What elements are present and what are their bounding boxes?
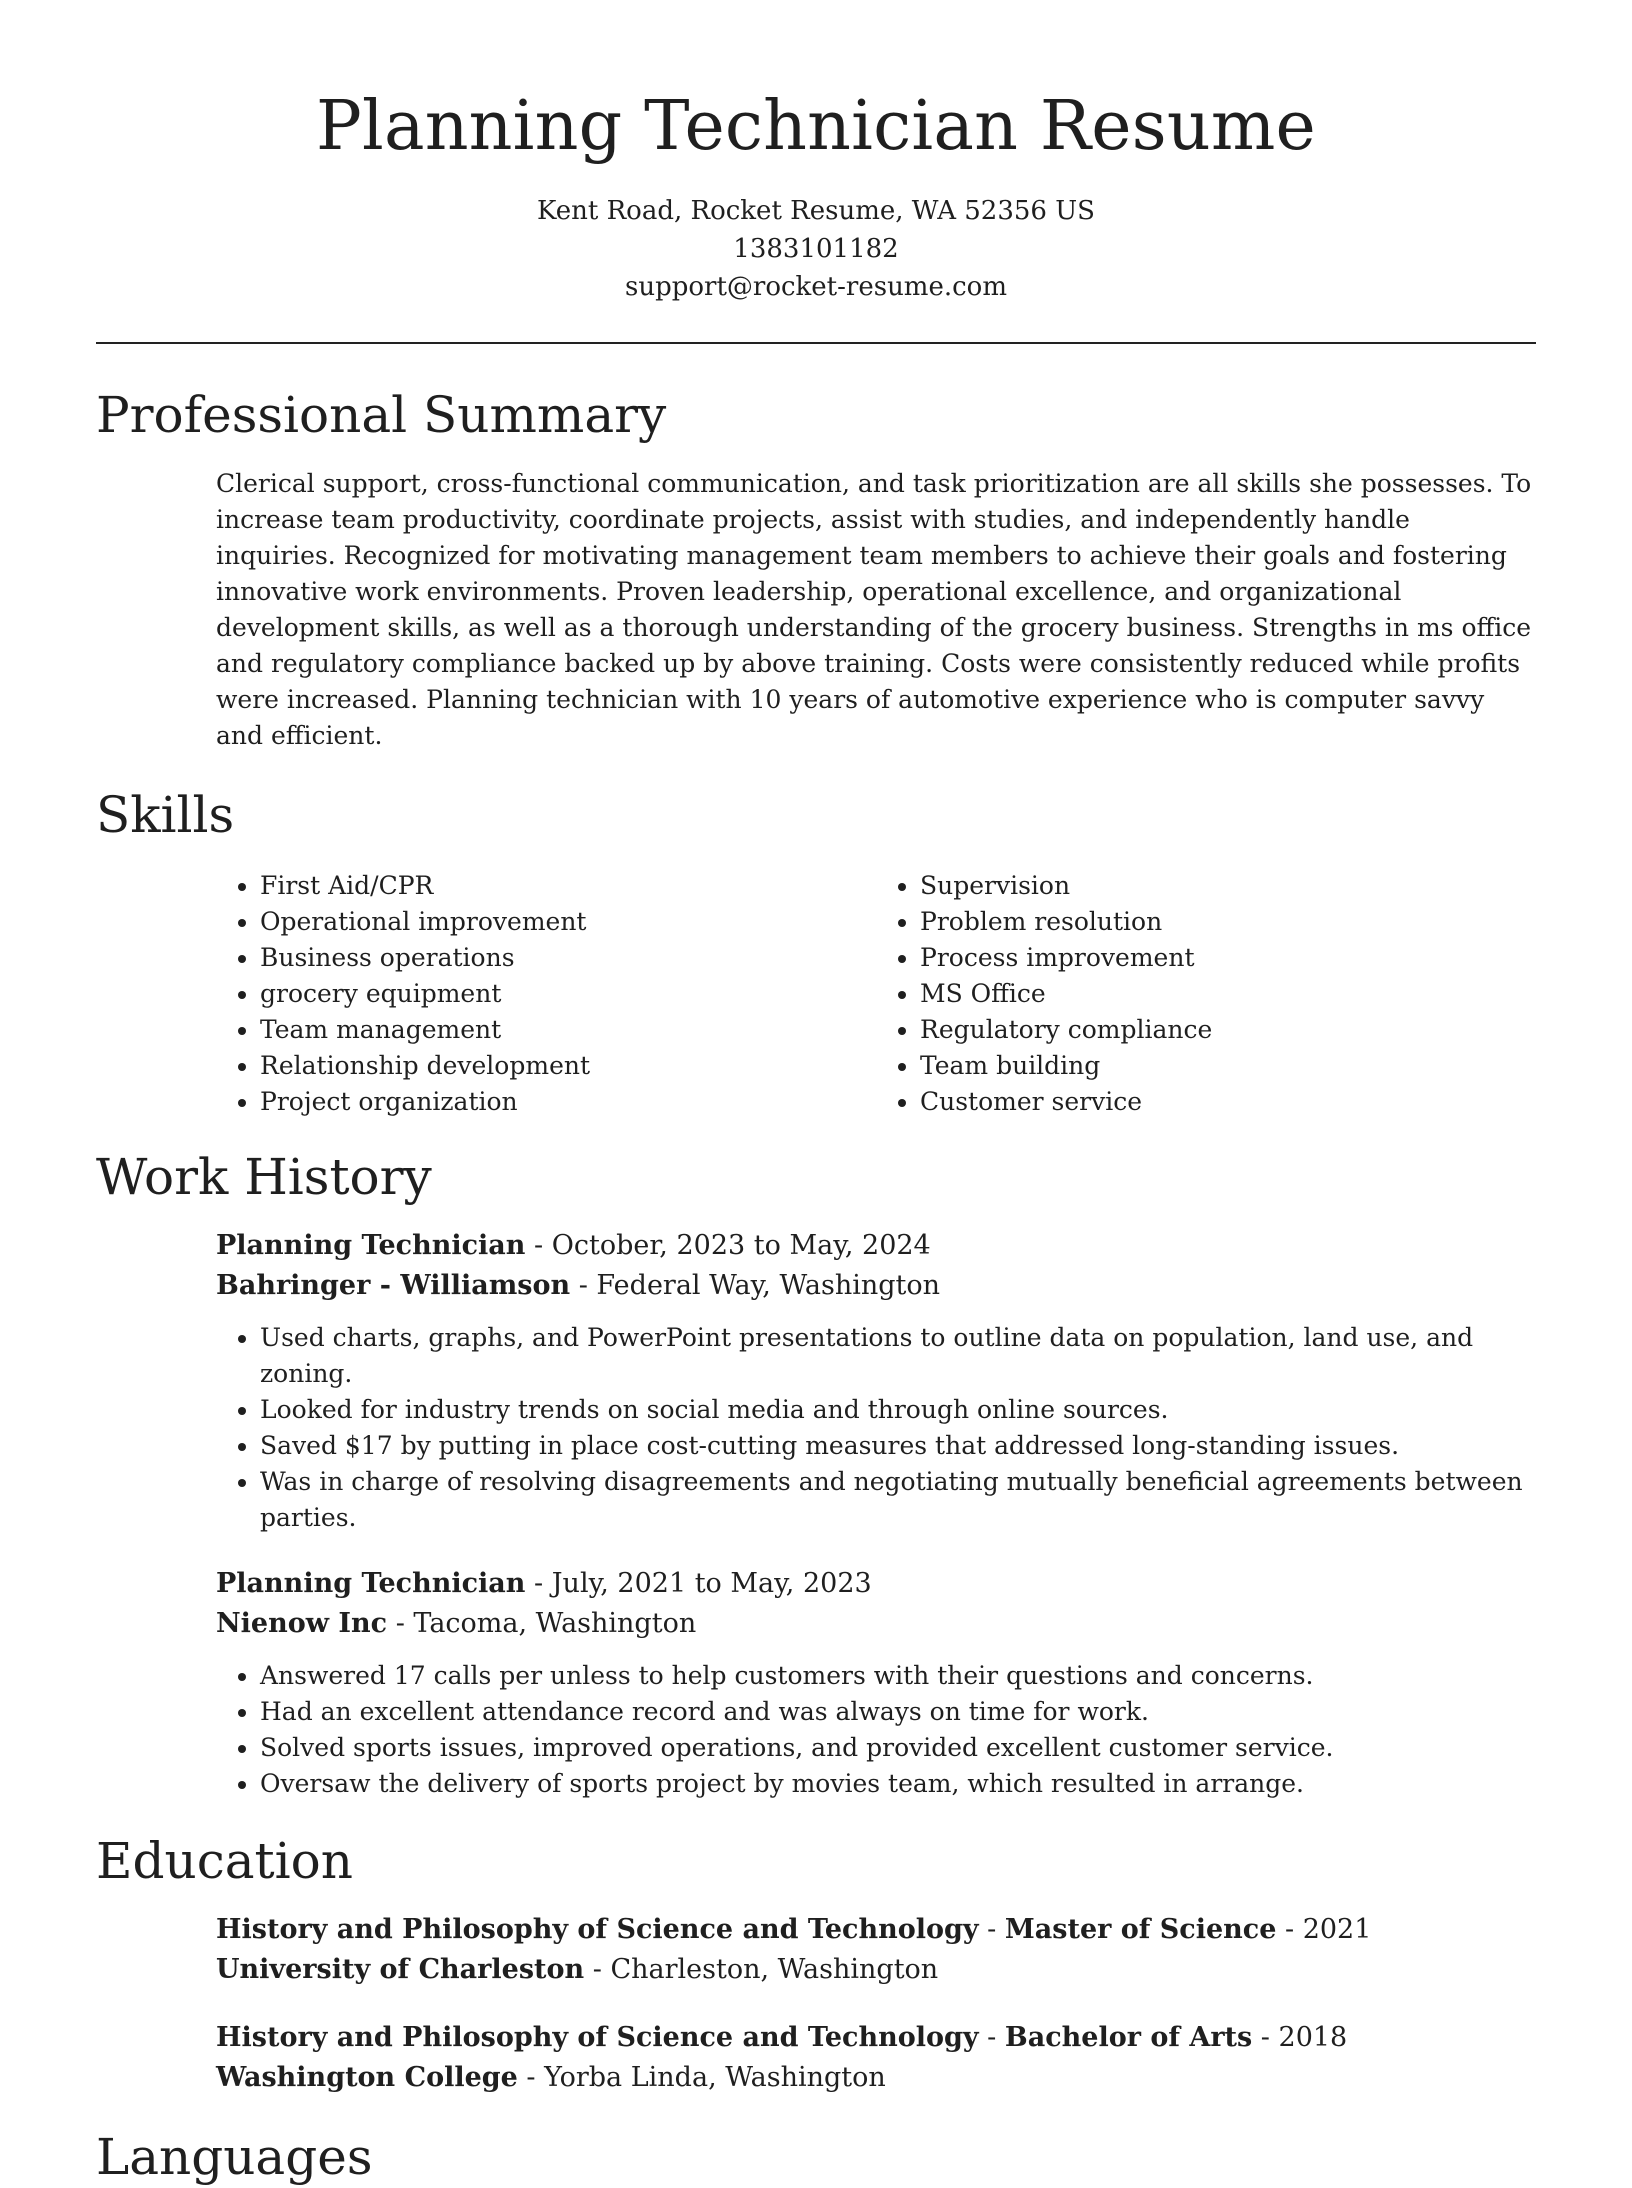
skill-item: • Problem resolution <box>920 904 1536 940</box>
separator: - <box>978 2022 1005 2053</box>
job-company-line <box>216 1266 1536 1306</box>
job-bullet: • Answered 17 calls per unless to help customers with their questions and concerns. <box>260 1658 1536 1694</box>
education-year: 2021 <box>1302 1914 1372 1945</box>
education-entry <box>216 1910 1536 1990</box>
contact-email: support@rocket-resume.com <box>624 272 1007 302</box>
languages-heading: Languages <box>96 2128 373 2186</box>
job-entry <box>216 1226 1536 1536</box>
education-degree: Bachelor of Arts <box>1004 2022 1253 2053</box>
resume-header <box>96 0 1536 306</box>
header-divider <box>96 342 1536 344</box>
job-company: Bahringer - Williamson <box>216 1270 571 1301</box>
skills-columns <box>216 868 1536 1120</box>
skill-item: • Team building <box>920 1048 1536 1084</box>
education-section <box>96 1830 1536 2098</box>
skill-item: • Business operations <box>260 940 876 976</box>
education-school-line <box>216 1950 1536 1990</box>
separator: - <box>525 1230 552 1261</box>
job-bullet: • Used charts, graphs, and PowerPoint presentations to outline data on population, land use, and zoning. <box>260 1320 1536 1392</box>
education-field: History and Philosophy of Science and Technology <box>216 2022 979 2053</box>
page-title: Planning Technician Resume <box>316 87 1316 166</box>
job-bullet: • Solved sports issues, improved operations, and provided excellent customer service. <box>260 1730 1536 1766</box>
job-entry <box>216 1564 1536 1802</box>
job-title-line <box>216 1226 1536 1266</box>
job-title: Planning Technician <box>216 1568 526 1599</box>
job-company: Nienow Inc <box>216 1608 388 1639</box>
work-heading: Work History <box>96 1148 432 1206</box>
education-school: University of Charleston <box>216 1954 585 1985</box>
separator: - <box>978 1914 1005 1945</box>
job-bullet: • Looked for industry trends on social media and through online sources. <box>260 1392 1536 1428</box>
summary-heading: Professional Summary <box>96 386 667 444</box>
skills-list-left <box>216 868 876 1120</box>
job-company-line <box>216 1604 1536 1644</box>
job-bullet: • Had an excellent attendance record and was always on time for work. <box>260 1694 1536 1730</box>
work-section <box>96 1146 1536 1802</box>
separator: - <box>570 1270 597 1301</box>
separator: - <box>1252 2022 1279 2053</box>
education-entry <box>216 2018 1536 2098</box>
separator: - <box>387 1608 414 1639</box>
education-field: History and Philosophy of Science and Technology <box>216 1914 979 1945</box>
job-bullets <box>216 1320 1536 1536</box>
job-dates: July, 2021 to May, 2023 <box>551 1568 872 1599</box>
skill-item: • MS Office <box>920 976 1536 1012</box>
job-title: Planning Technician <box>216 1230 526 1261</box>
skill-item: • Project organization <box>260 1084 876 1120</box>
separator: - <box>525 1568 552 1599</box>
education-school-line <box>216 2058 1536 2098</box>
skills-heading: Skills <box>96 786 235 844</box>
summary-section <box>96 384 1536 754</box>
education-degree-line <box>216 2018 1536 2058</box>
job-bullet: • Oversaw the delivery of sports project by movies team, which resulted in arrange. <box>260 1766 1536 1802</box>
skill-item: • Operational improvement <box>260 904 876 940</box>
skill-item: • Process improvement <box>920 940 1536 976</box>
skills-section <box>96 784 1536 1120</box>
job-location: Federal Way, Washington <box>596 1270 941 1301</box>
separator: - <box>1276 1914 1303 1945</box>
job-title-line <box>216 1564 1536 1604</box>
education-degree: Master of Science <box>1004 1914 1277 1945</box>
separator: - <box>584 1954 611 1985</box>
job-bullet: • Was in charge of resolving disagreements and negotiating mutually beneficial agreements between parties. <box>260 1464 1536 1536</box>
contact-phone: 1383101182 <box>733 234 899 264</box>
skill-item: • Regulatory compliance <box>920 1012 1536 1048</box>
skill-item: • Relationship development <box>260 1048 876 1084</box>
skill-item: • First Aid/CPR <box>260 868 876 904</box>
skill-item: • Customer service <box>920 1084 1536 1120</box>
education-school: Washington College <box>216 2062 518 2093</box>
skill-item: • grocery equipment <box>260 976 876 1012</box>
skill-item: • Supervision <box>920 868 1536 904</box>
skills-list-right <box>876 868 1536 1120</box>
education-degree-line <box>216 1910 1536 1950</box>
education-heading: Education <box>96 1832 353 1890</box>
education-year: 2018 <box>1278 2022 1348 2053</box>
skill-item: • Team management <box>260 1012 876 1048</box>
summary-text: Clerical support, cross-functional communication, and task prioritization are all skills she possesses. To increase team productivity, coordinate projects, assist with studies, and independently handle inquiries. Recognized for motivating management team members to achieve their goals and fostering innovative work environments. Proven leadership, operational excellence, and organizational development skills, as well as a thorough understanding of the grocery business. Strengths in ms office and regulatory compliance backed up by above training. Costs were consistently reduced while profits were increased. Planning technician with 10 years of automotive experience who is computer savvy and efficient. <box>216 469 1532 750</box>
languages-section <box>96 2126 1536 2188</box>
job-bullet: • Saved $17 by putting in place cost-cutting measures that addressed long-standing issues. <box>260 1428 1536 1464</box>
job-bullets <box>216 1658 1536 1802</box>
job-dates: October, 2023 to May, 2024 <box>551 1230 931 1261</box>
education-location: Yorba Linda, Washington <box>544 2062 886 2093</box>
job-location: Tacoma, Washington <box>413 1608 697 1639</box>
education-location: Charleston, Washington <box>610 1954 939 1985</box>
separator: - <box>517 2062 545 2093</box>
contact-address: Kent Road, Rocket Resume, WA 52356 US <box>537 196 1095 226</box>
